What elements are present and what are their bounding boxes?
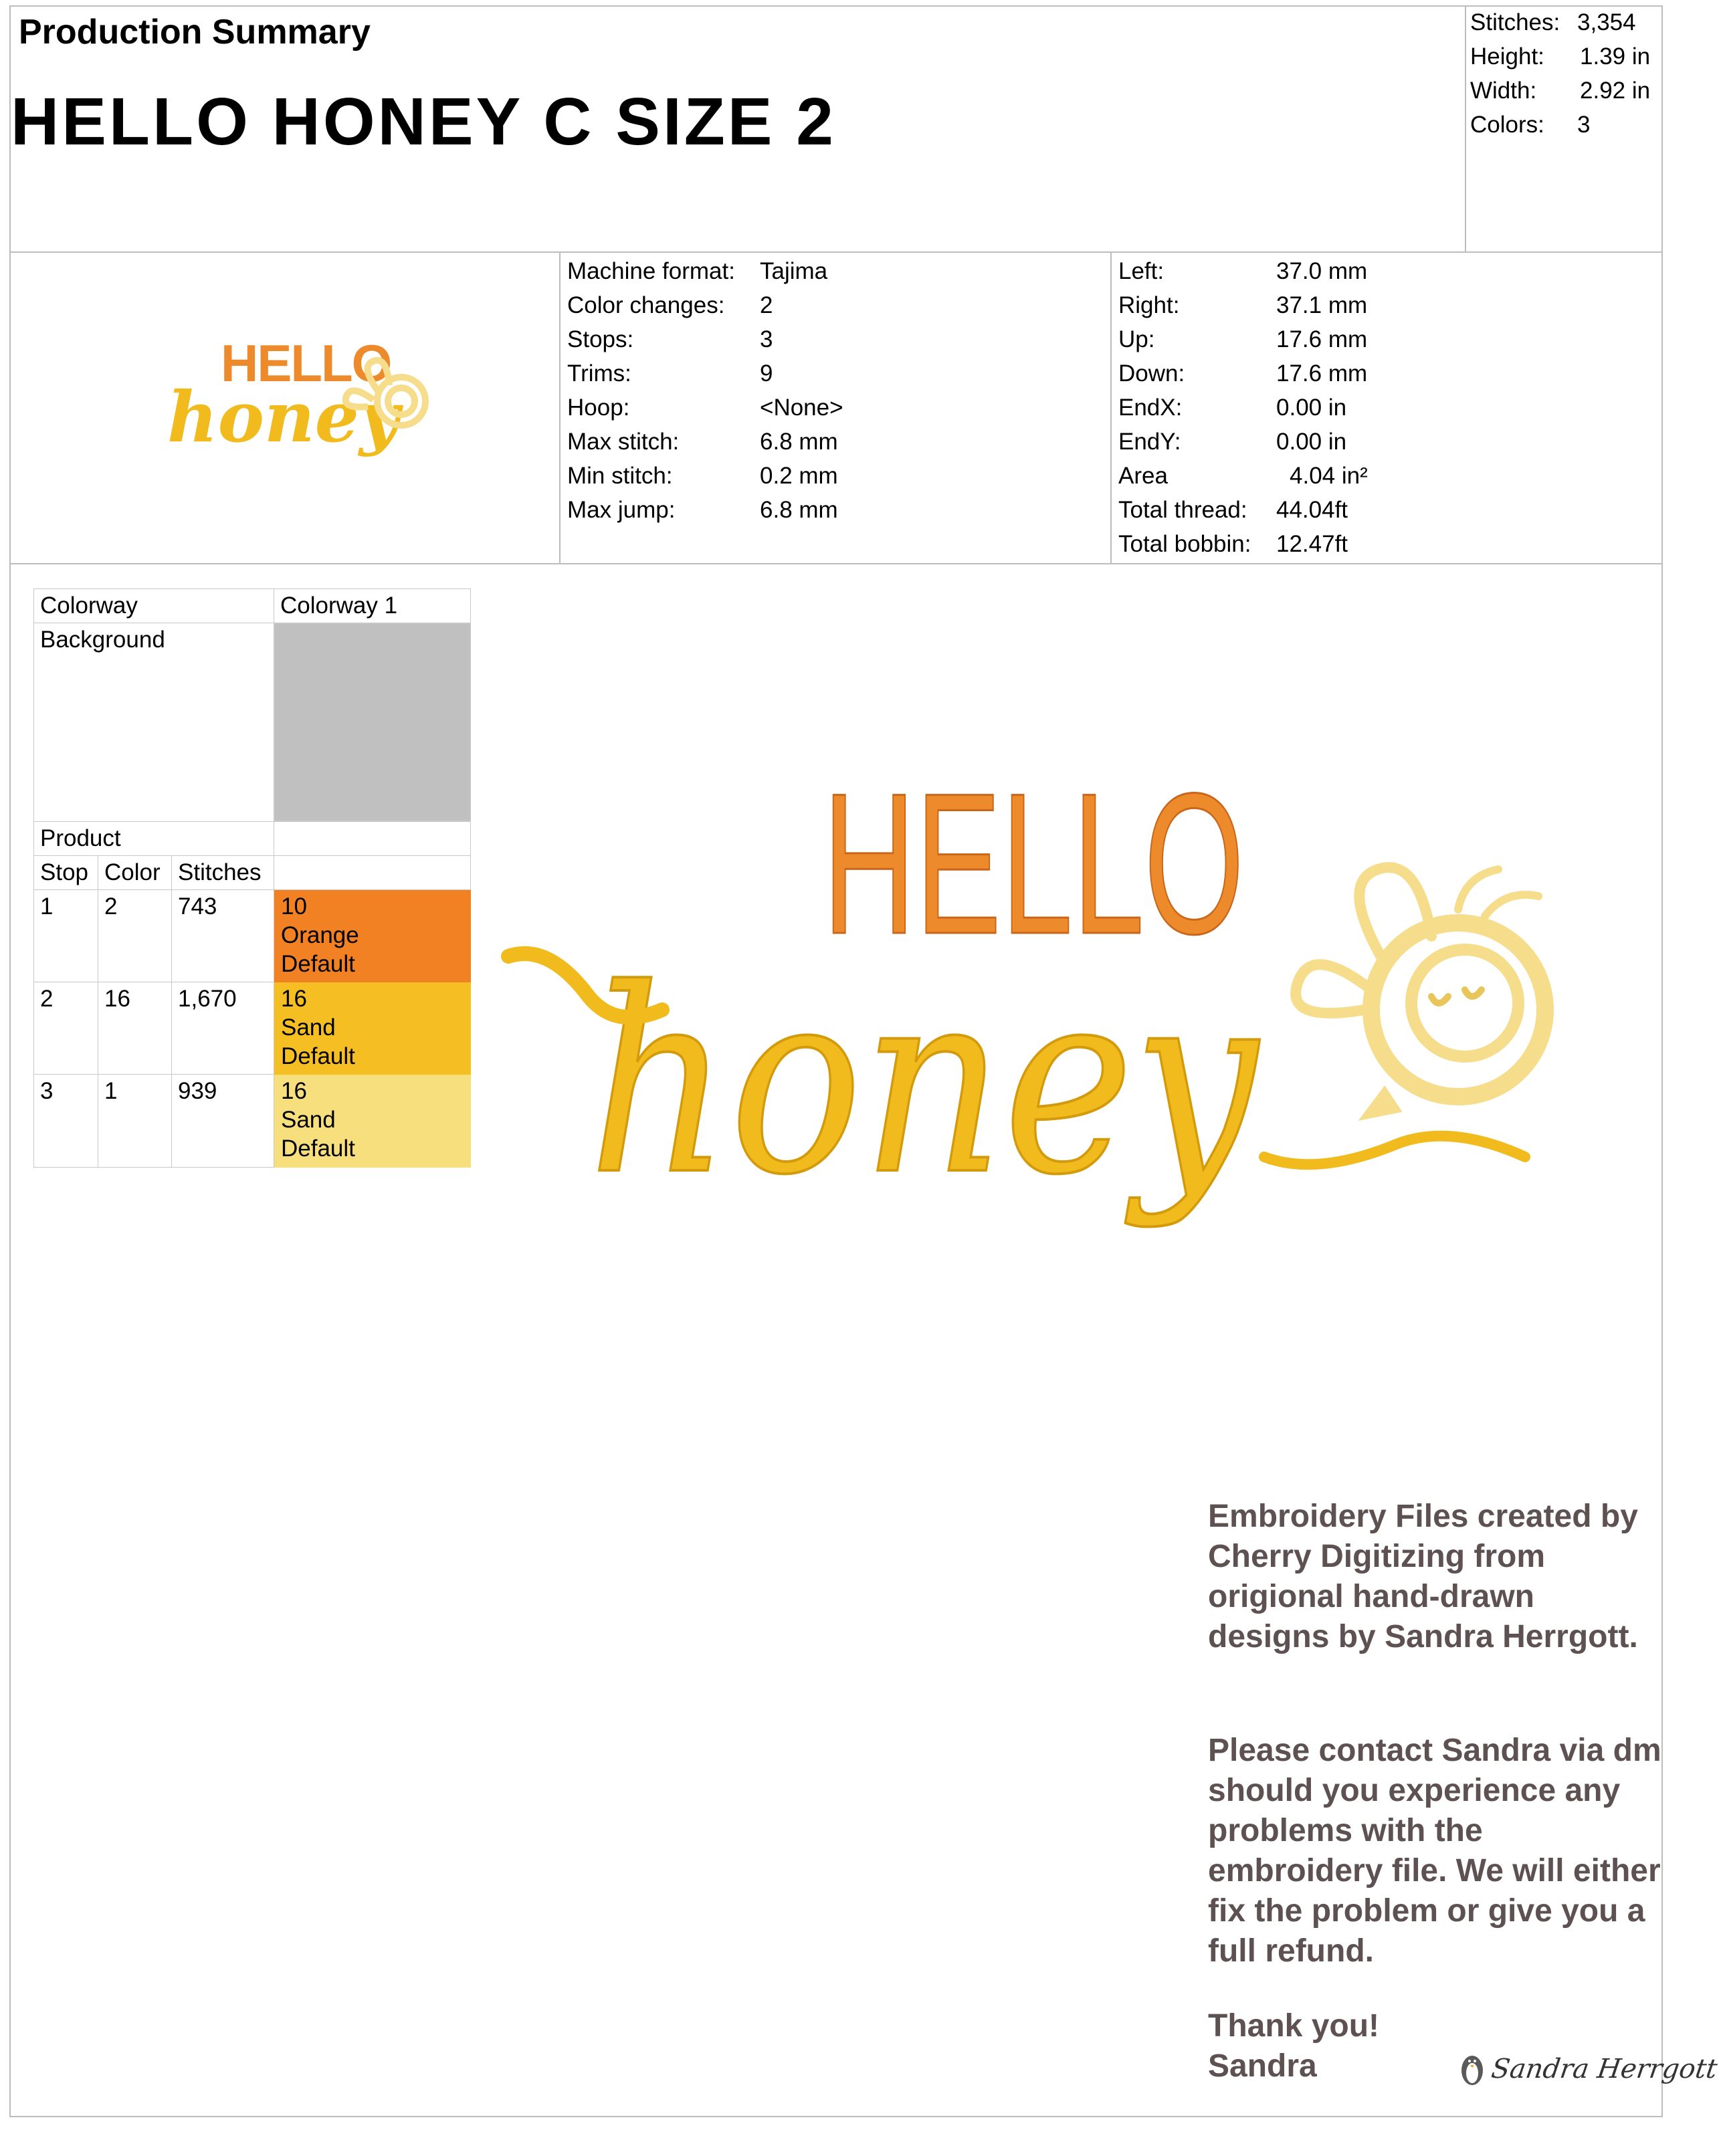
design-name-title: HELLO HONEY C SIZE 2 xyxy=(11,84,836,159)
column-header-color: Color xyxy=(104,859,161,885)
thread-set: Default xyxy=(281,1043,355,1069)
summary-value-height: 1.39 in xyxy=(1580,43,1651,70)
note-paragraph-2: Please contact Sandra via dm should you experience any problems with the embroidery file. We will either fix the problem or give you a full refund. xyxy=(1208,1733,1670,1969)
machine-label-trims: Trims: xyxy=(567,360,631,387)
frame-bottom xyxy=(9,2116,1663,2117)
machine-label-min-stitch: Min stitch: xyxy=(567,463,673,489)
column-header-stop: Stop xyxy=(40,859,88,885)
row-stop: 1 xyxy=(40,893,54,920)
dim-value-down: 17.6 mm xyxy=(1276,360,1368,387)
thread-code: 16 xyxy=(281,1078,307,1104)
info-divider xyxy=(9,563,1663,564)
note-paragraph-1: Embroidery Files created by Cherry Digitizing from origional hand-drawn designs by Sandra Herrgott. xyxy=(1208,1499,1647,1654)
note-paragraph-3: Thank you! Sandra xyxy=(1208,2008,1380,2084)
thread-name: Orange xyxy=(281,922,359,948)
colorway-header-label: Colorway xyxy=(40,592,138,619)
dim-label-down: Down: xyxy=(1118,360,1185,387)
design-word-bottom: honey xyxy=(589,934,1261,1230)
section-title: Production Summary xyxy=(19,13,371,51)
design-word-top: HELLO xyxy=(823,751,1244,976)
summary-value-stitches: 3,354 xyxy=(1577,9,1636,35)
product-label: Product xyxy=(40,825,121,851)
machine-value-max-stitch: 6.8 mm xyxy=(760,429,838,455)
machine-label-format: Machine format: xyxy=(567,258,735,284)
background-swatch xyxy=(274,623,471,821)
row-color: 16 xyxy=(104,986,130,1012)
machine-value-stops: 3 xyxy=(760,326,773,352)
row-stitches: 1,670 xyxy=(178,986,237,1012)
colorway-header-value: Colorway 1 xyxy=(280,592,398,619)
row-stop: 2 xyxy=(40,986,54,1012)
thread-name: Sand xyxy=(281,1014,336,1041)
column-header-stitches: Stitches xyxy=(178,859,262,885)
thread-code: 10 xyxy=(281,893,307,920)
dim-value-right: 37.1 mm xyxy=(1276,292,1368,318)
summary-label-stitches: Stitches: xyxy=(1470,9,1560,35)
row-stop: 3 xyxy=(40,1078,54,1104)
row-stitches: 743 xyxy=(178,893,217,920)
dim-label-area: Area xyxy=(1118,463,1168,489)
dim-label-up: Up: xyxy=(1118,326,1155,352)
summary-label-colors: Colors: xyxy=(1470,112,1544,138)
machine-value-min-stitch: 0.2 mm xyxy=(760,463,838,489)
dim-value-endx: 0.00 in xyxy=(1276,395,1347,421)
bee-icon xyxy=(1296,867,1545,1117)
design-thumbnail xyxy=(127,328,448,488)
summary-value-colors: 3 xyxy=(1577,112,1591,138)
summary-label-width: Width: xyxy=(1470,78,1537,104)
machine-label-stops: Stops: xyxy=(567,326,634,352)
row-stitches: 939 xyxy=(178,1078,217,1104)
dim-label-endx: EndX: xyxy=(1118,395,1183,421)
summary-box-divider xyxy=(1465,5,1466,253)
machine-value-format: Tajima xyxy=(760,258,828,284)
dim-value-area: 4.04 in² xyxy=(1290,463,1368,489)
row-color: 2 xyxy=(104,893,118,920)
dim-label-total-thread: Total thread: xyxy=(1118,497,1247,523)
thumbnail-word-top: HELLO xyxy=(221,334,391,393)
dim-value-left: 37.0 mm xyxy=(1276,258,1368,284)
thread-set: Default xyxy=(281,1136,355,1162)
machine-value-hoop: <None> xyxy=(760,395,843,421)
thumbnail-word-bottom: honey xyxy=(167,376,400,458)
dimensions-divider xyxy=(1110,251,1112,564)
dim-label-endy: EndY: xyxy=(1118,429,1181,455)
frame-top xyxy=(9,5,1663,7)
dim-label-left: Left: xyxy=(1118,258,1165,284)
signature-logo xyxy=(1455,2041,1719,2094)
frame-left xyxy=(9,5,11,2117)
summary-value-width: 2.92 in xyxy=(1580,78,1651,104)
dim-value-endy: 0.00 in xyxy=(1276,429,1347,455)
thread-name: Sand xyxy=(281,1107,336,1133)
signature-text: Sandra Herrgott xyxy=(1489,2054,1719,2084)
design-swash-right xyxy=(1264,1136,1525,1165)
machine-label-color-changes: Color changes: xyxy=(567,292,725,318)
dim-value-up: 17.6 mm xyxy=(1276,326,1368,352)
dim-value-total-thread: 44.04ft xyxy=(1276,497,1348,523)
machine-label-max-jump: Max jump: xyxy=(567,497,676,523)
machine-value-color-changes: 2 xyxy=(760,292,773,318)
header-divider xyxy=(9,251,1663,253)
penguin-icon xyxy=(1455,2048,1489,2088)
design-preview xyxy=(495,742,1645,1311)
dim-label-total-bobbin: Total bobbin: xyxy=(1118,531,1251,557)
thread-set: Default xyxy=(281,951,355,977)
machine-value-max-jump: 6.8 mm xyxy=(760,497,838,523)
machine-label-max-stitch: Max stitch: xyxy=(567,429,680,455)
dim-value-total-bobbin: 12.47ft xyxy=(1276,531,1348,557)
machine-value-trims: 9 xyxy=(760,360,773,387)
machine-label-hoop: Hoop: xyxy=(567,395,630,421)
thread-code: 16 xyxy=(281,986,307,1012)
background-label: Background xyxy=(40,627,165,653)
dim-label-right: Right: xyxy=(1118,292,1180,318)
machine-info-divider xyxy=(559,251,561,564)
summary-label-height: Height: xyxy=(1470,43,1544,70)
row-color: 1 xyxy=(104,1078,118,1104)
